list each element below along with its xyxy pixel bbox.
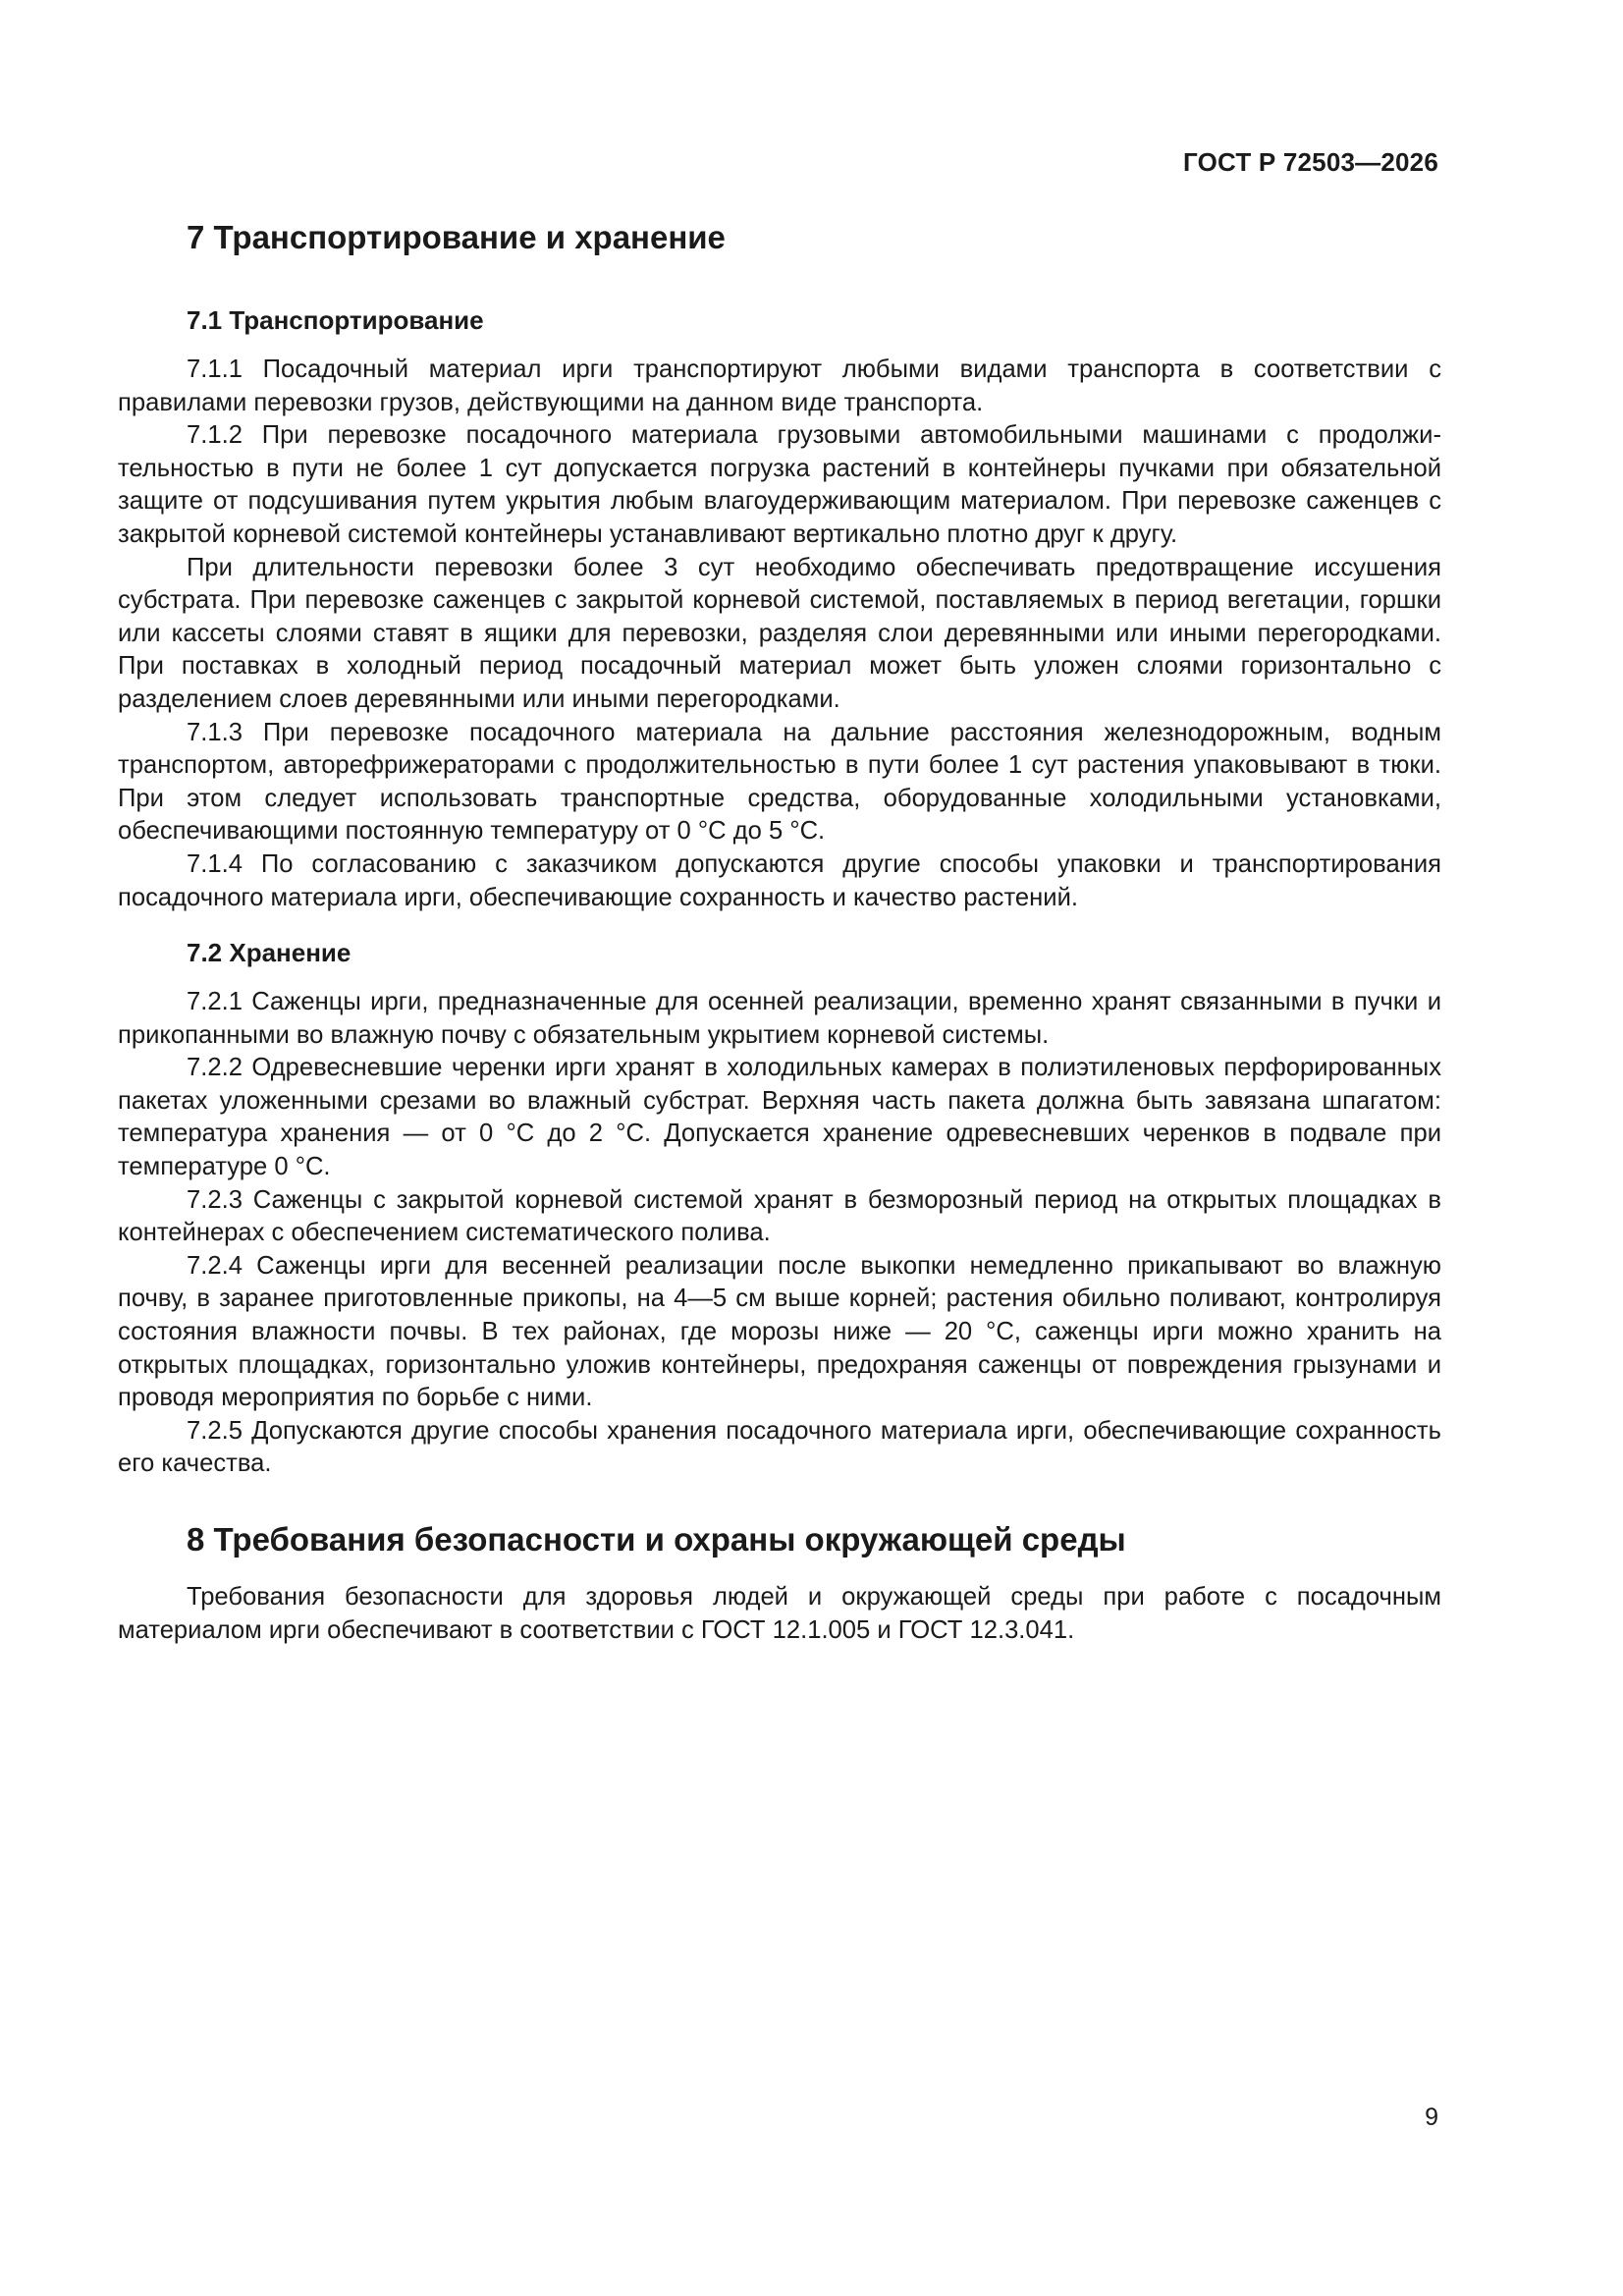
section-heading-7: 7 Транспортирование и хранение: [187, 219, 726, 255]
section-heading-8: 8 Требования безопасности и охраны окружающей среды: [187, 1521, 1126, 1558]
paragraph-7-2-3: 7.2.3 Саженцы с закрытой корневой системой хранят в безморозный период на открытых площадках в контейнерах с обеспечением систематического полива.: [118, 1185, 1441, 1247]
paragraph-7-2-1: 7.2.1 Саженцы ирги, предназначенные для осенней реализации, временно хранят связанными в пучки и прикопанными во влажную почву с обязательным укрытием корневой системы.: [118, 988, 1441, 1049]
subsection-heading-7-1: 7.1 Транспортирование: [187, 305, 484, 335]
paragraph-7-1-4: 7.1.4 По согласованию с заказчиком допускаются другие способы упаковки и транспортирования посадочного материала ирги, обеспечивающие сохранность и качество растений.: [118, 849, 1441, 911]
paragraph-7-1-2-cont: При длительности перевозки более 3 сут необходимо обеспечивать предотвращение иссушения субстрата. При перевозке саженцев с закрытой корневой системой, поставляемых в период вегетации, горшки или кассеты слоями ставят в ящики для перевозки, разделяя слои деревянными или иными перегородками. При поставках в холодный период посадочный материал может быть уложен слоями горизонтально с разделением слоев деревянными или иными перегородками.: [118, 553, 1441, 713]
paragraph-8: Требования безопасности для здоровья людей и окружающей среды при работе с посадочным материалом ирги обеспечивают в соответствии с ГОСТ 12.1.005 и ГОСТ 12.3.041.: [118, 1583, 1441, 1644]
document-code-header: ГОСТ Р 72503—2026: [1183, 147, 1438, 177]
document-body: [118, 218, 1441, 1647]
paragraph-7-2-4: 7.2.4 Саженцы ирги для весенней реализации после выкопки немедленно прикапывают во влажную почву, в заранее приготовленные прикопы, на 4—5 см выше корней; растения обильно поливают, контролируя состояния влажности почвы. В тех районах, где морозы ниже — 20 °С, саженцы ирги можно хранить на открытых площадках, горизонтально уложив контейнеры, предохраняя саженцы от повреждения грызунами и проводя мероприятия по борьбе с ними.: [118, 1251, 1441, 1412]
paragraph-7-1-1: 7.1.1 Посадочный материал ирги транспортируют любыми видами транспорта в соответствии с правилами перевозки грузов, действующими на данном виде транспорта.: [118, 355, 1441, 416]
paragraph-7-1-2: 7.1.2 При перевозке посадочного материала грузовыми автомобильными машинами с продолжительностью в пути не более 1 сут допускается погрузка растений в контейнеры пучками при обязательной защите от подсушивания путем укрытия любым влагоудерживающим материалом. При перевозке саженцев с закрытой корневой системой контейнеры устанавливают вертикально плотно друг к другу.: [118, 421, 1441, 548]
paragraph-7-2-5: 7.2.5 Допускаются другие способы хранения посадочного материала ирги, обеспечивающие сохранность его качества.: [118, 1416, 1441, 1478]
paragraph-7-2-2: 7.2.2 Одревесневшие черенки ирги хранят в холодильных камерах в полиэтиленовых перфорированных пакетах уложенными срезами во влажный субстрат. Верхняя часть пакета должна быть завязана шпагатом: температура хранения — от 0 °С до 2 °С. Допускается хранение одревесневших черенков в подвале при температуре 0 °С.: [118, 1054, 1441, 1181]
paragraph-7-1-3: 7.1.3 При перевозке посадочного материала на дальние расстояния железнодорожным, водным транспортом, авторефрижераторами с продолжительностью в пути более 1 сут растения упаковывают в тюки. При этом следует использовать транспортные средства, оборудованные холодильными установками, обеспечивающими постоянную температуру от 0 °С до 5 °С.: [118, 718, 1441, 846]
page-number: 9: [1425, 2104, 1438, 2131]
subsection-heading-7-2: 7.2 Хранение: [187, 938, 352, 968]
